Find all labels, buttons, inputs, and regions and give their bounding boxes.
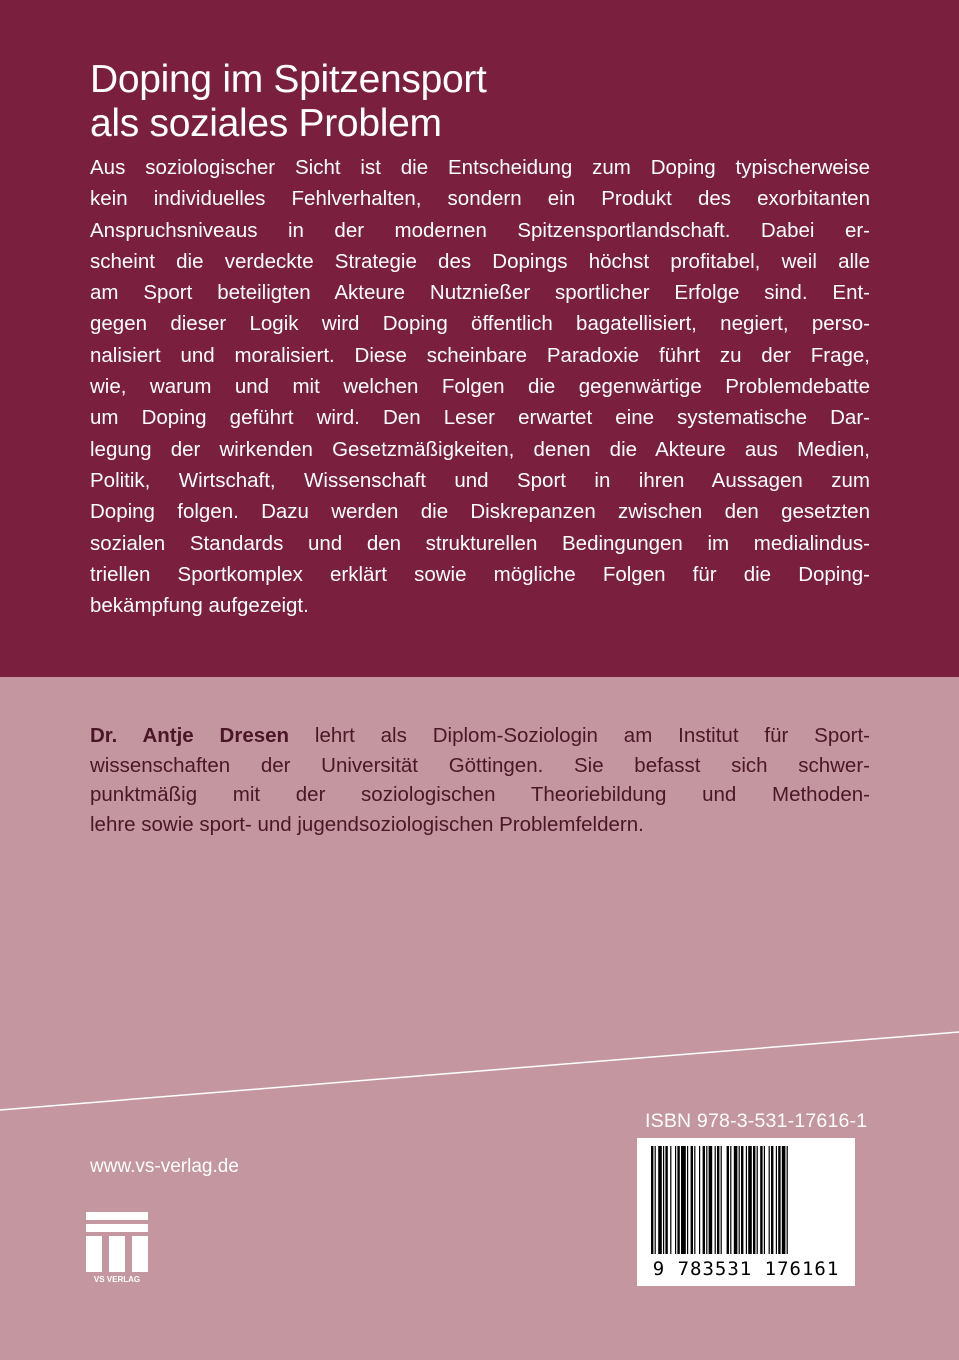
barcode-bar [741,1146,743,1254]
barcode-bar [769,1146,770,1254]
barcode-bar [675,1146,676,1254]
barcode-bar [677,1146,679,1254]
author-bio-line [90,721,870,751]
barcode-bar [730,1146,731,1254]
barcode-bar [706,1146,707,1254]
isbn-label: ISBN 978-3-531-17616-1 [645,1110,868,1132]
blurb-line: triellen Sportkomplex erklärt sowie mögliche Folgen für die Doping- [90,562,870,586]
barcode-bar [658,1146,662,1254]
blurb-line: nalisiert und moralisiert. Diese scheinbare Paradoxie führt zu der Frage, [90,343,870,367]
barcode-bar [764,1146,765,1254]
barcode-bar [665,1146,667,1254]
barcode-bar [746,1146,747,1254]
blurb-line: Doping folgen. Dazu werden die Diskrepanzen zwischen den gesetzten [90,500,870,524]
barcode-bar [739,1146,740,1254]
website-link[interactable]: www.vs-verlag.de [90,1156,239,1177]
barcode-bar [778,1146,780,1254]
blurb-line: sozialen Standards und den strukturellen Bedingungen im medialindus- [90,531,870,555]
barcode-bar [663,1146,664,1254]
barcode-bar [776,1146,777,1254]
author-bio-line: punktmäßig mit der soziologischen Theoriebildung und Methoden- [90,783,870,806]
title-line: als soziales Problem [90,102,442,145]
barcode-bar [717,1146,719,1254]
publisher-logo [86,1212,148,1284]
blurb-line: Aus soziologischer Sicht ist die Entscheidung zum Doping typischerweise [90,156,870,179]
barcode-bar [748,1146,752,1254]
barcode-bar [670,1146,671,1254]
barcode-digits: 9 783531 176161 [652,1258,840,1280]
barcode-bar [681,1146,686,1254]
barcode-bar [703,1146,705,1254]
barcode-bar [655,1146,656,1254]
author-bio-line: lehre sowie sport- und jugendsoziologischen Problemfeldern. [90,812,644,836]
blurb-line: am Sport beteiligten Akteure Nutznießer sportlicher Erfolge sind. Ent- [90,281,870,305]
blurb-line: wie, warum und mit welchen Folgen die gegenwärtige Problemdebatte [90,375,870,399]
barcode-bar [782,1146,786,1254]
barcode-bar [753,1146,755,1254]
blurb-line: kein individuelles Fehlverhalten, sondern ein Produkt des exorbitanten [90,187,870,211]
barcode-bar [727,1146,729,1254]
barcode-bar [691,1146,693,1254]
blurb-line: bekämpfung aufgezeigt. [90,594,309,618]
barcode-bar [694,1146,695,1254]
book-title [90,58,890,146]
blurb-line: scheint die verdeckte Strategie des Dopings höchst profitabel, weil alle [90,249,870,273]
barcode-bar [787,1146,788,1254]
title-line: Doping im Spitzensport [90,58,487,101]
author-name: Dr. Antje Dresen [90,724,290,747]
blurb-line: Politik, Wirtschaft, Wissenschaft und Sport in ihren Aussagen zum [90,468,870,492]
blurb-line: legung der wirkenden Gesetzmäßigkeiten, denen die Akteure aus Medien, [90,437,870,461]
author-bio-line: wissenschaften der Universität Göttingen. Sie befasst sich schwer- [90,753,870,777]
barcode [637,1138,855,1286]
blurb-text [90,152,870,621]
barcode-bar [760,1146,762,1254]
barcode-bar [715,1146,716,1254]
barcode-bar [721,1146,722,1254]
author-bio [90,721,870,839]
blurb-line: um Doping geführt wird. Den Leser erwartet eine systematische Dar- [90,406,870,430]
author-bio-text: lehrt als Diplom-Soziologin am Institut für Sport- [289,724,870,747]
barcode-bar [687,1146,688,1254]
barcode-bar [734,1146,738,1254]
barcode-bar [771,1146,773,1254]
barcode-bar [709,1146,713,1254]
blurb-line: gegen dieser Logik wird Doping öffentlich bagatellisiert, negiert, perso- [90,312,870,336]
blurb-line: Anspruchsniveaus in der modernen Spitzensportlandschaft. Dabei er- [90,218,870,242]
publisher-logo-text: VS VERLAG [93,1275,141,1284]
barcode-bar [651,1146,653,1254]
barcode-bar [699,1146,700,1254]
barcode-bar [757,1146,758,1254]
